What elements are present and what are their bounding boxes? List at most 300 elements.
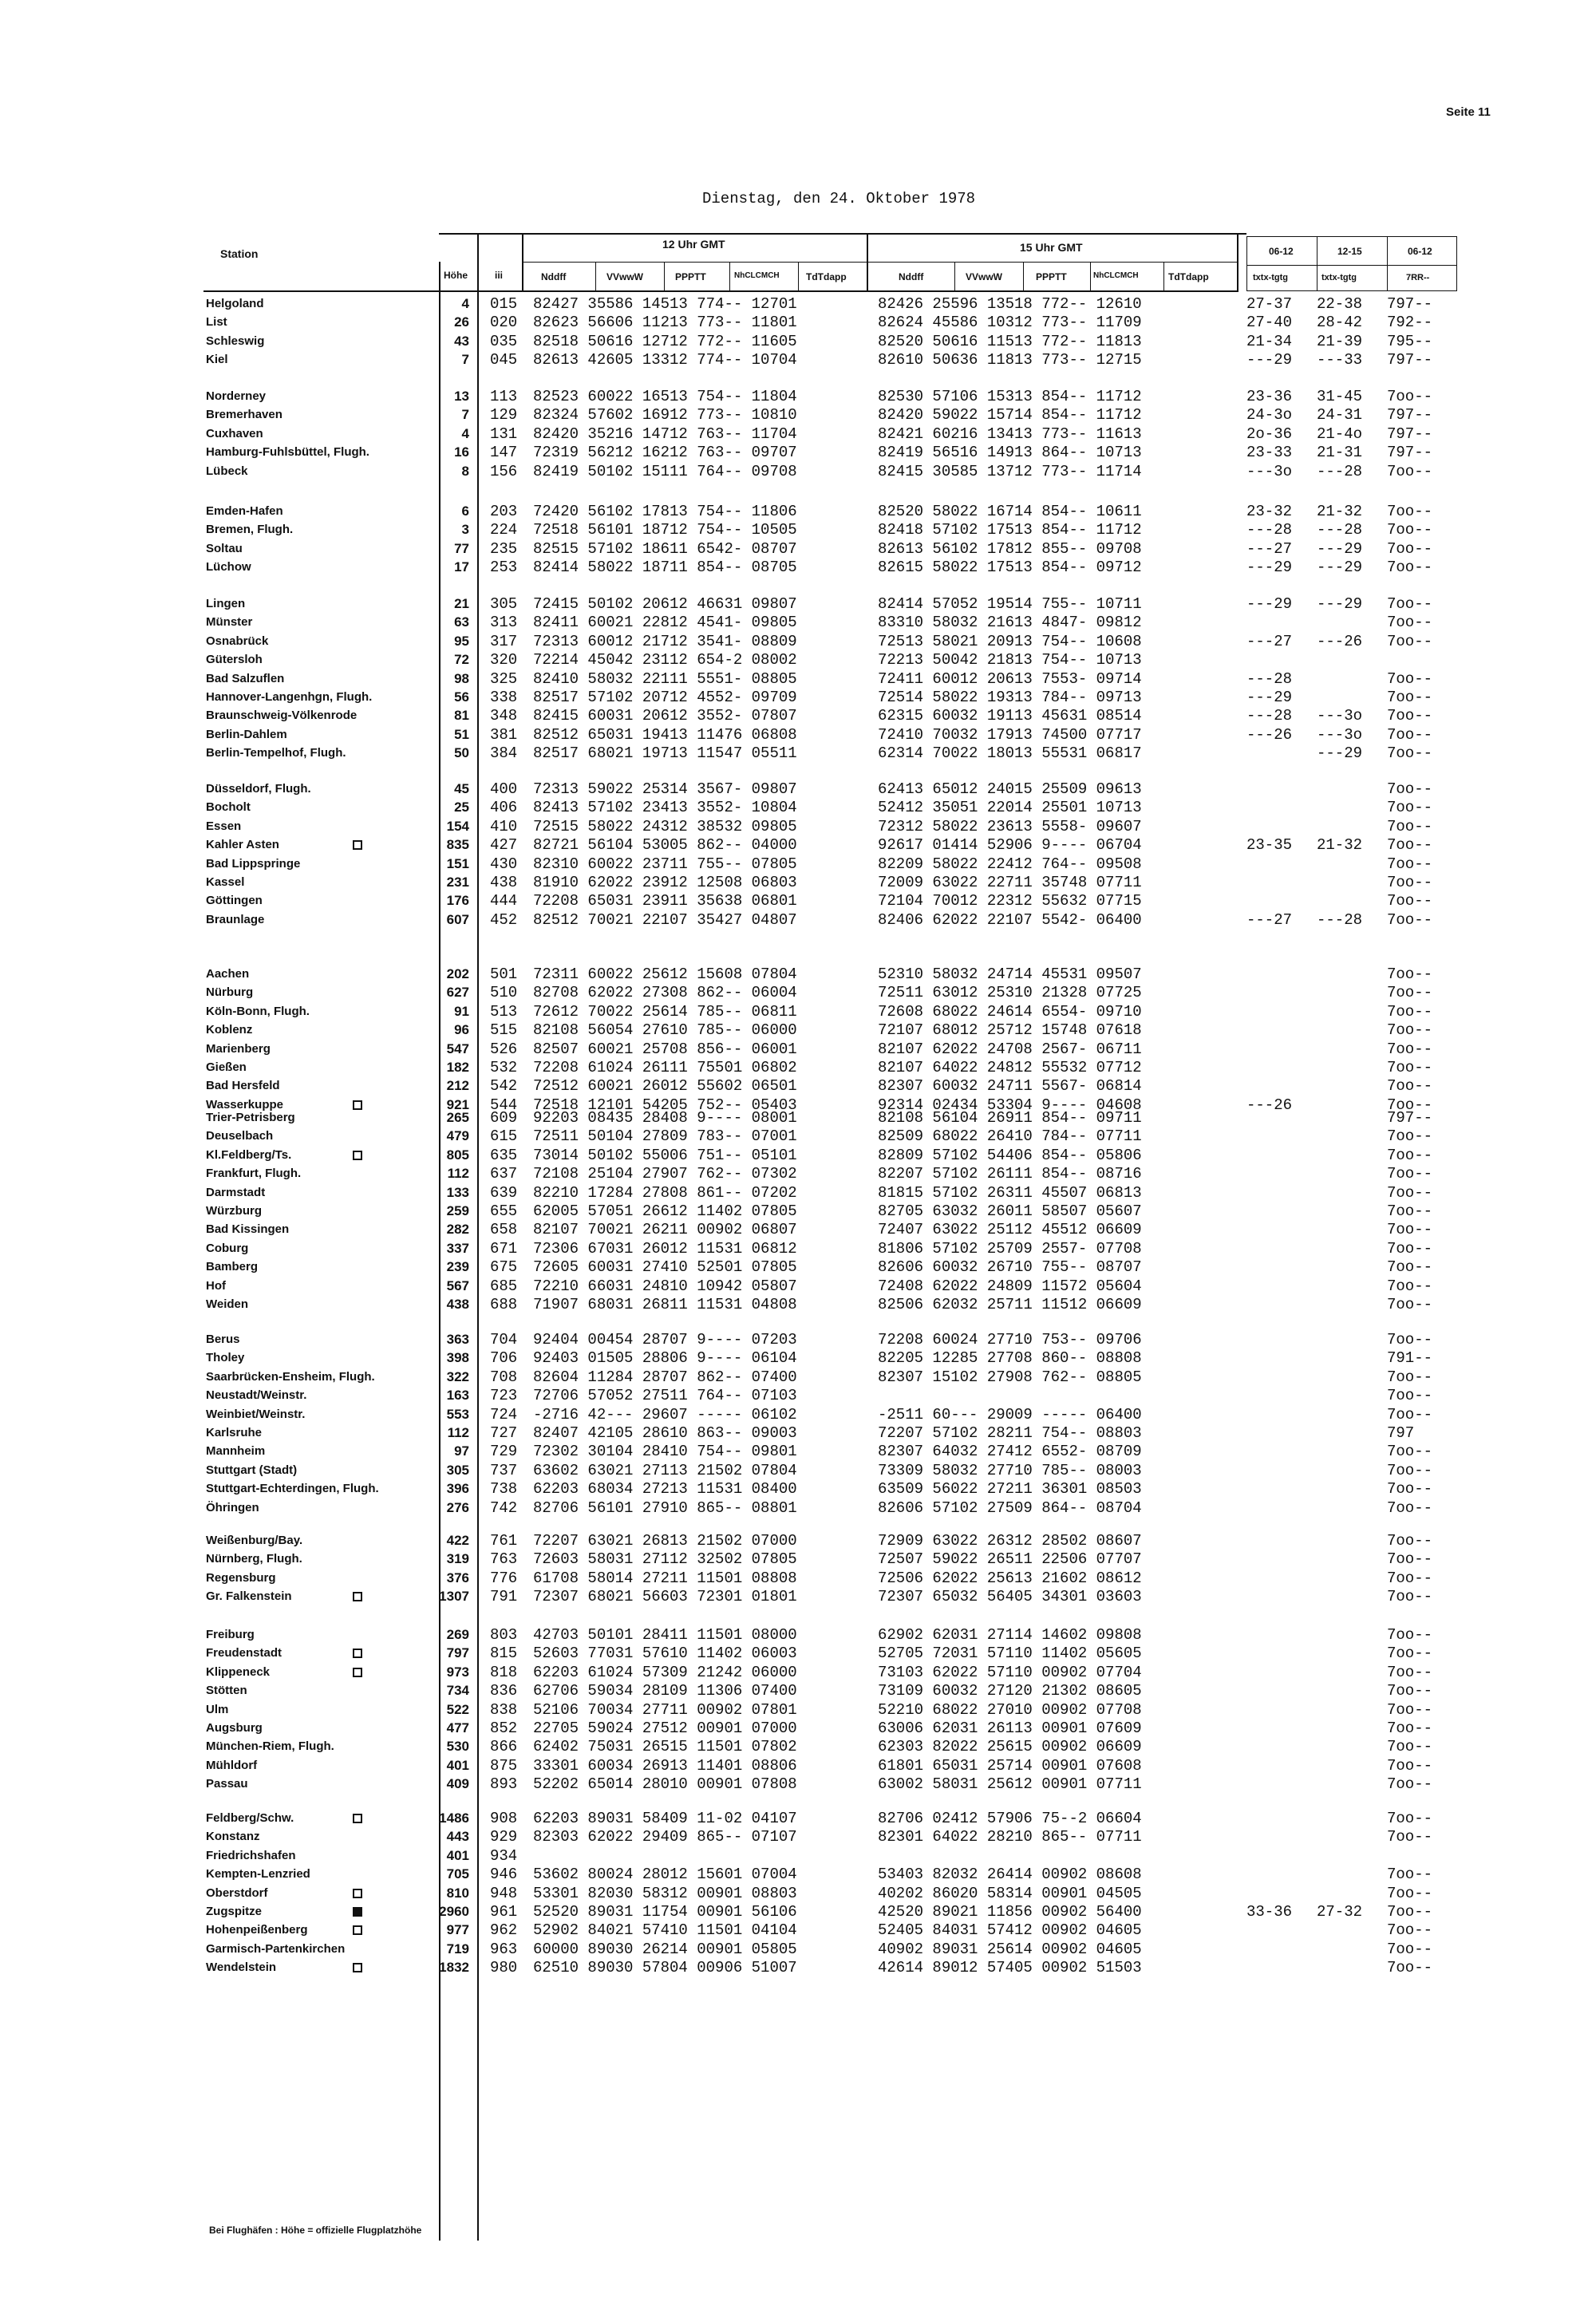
precip-06-12: 7oo-- [1387,1040,1433,1058]
tendency-06-12: 23-33 [1246,444,1293,461]
tendency-06-12: ---26 [1246,1096,1293,1114]
tendency-06-12: ---27 [1246,540,1293,558]
station-id: 020 [490,314,518,331]
station-elevation: 91 [454,1004,469,1019]
station-elevation: 398 [446,1350,469,1365]
tendency-12-15: 21-32 [1317,836,1363,854]
obs-15-utc: 82506 62032 25711 11512 06609 [878,1296,1142,1313]
station-name: Hannover-Langenhgn, Flugh. [206,690,373,704]
precip-06-12: 7oo-- [1387,1720,1433,1737]
tendency-06-12: ---28 [1246,707,1293,725]
tend-bottom-line [1246,290,1457,291]
obs-12-utc: 82414 58022 18711 854-- 08705 [533,559,797,576]
station-name: Stötten [206,1684,247,1697]
header-station: Station [220,247,259,260]
station-id: 615 [490,1127,518,1145]
obs-12-utc: 82324 57602 16912 773-- 10810 [533,406,797,424]
obs-12-utc: 72208 65031 23911 35638 06801 [533,892,797,910]
tendency-12-15: ---26 [1317,633,1363,650]
obs-15-utc: 72107 68012 25712 15748 07618 [878,1021,1142,1039]
precip-06-12: 7oo-- [1387,1701,1433,1719]
header-iii: iii [495,270,504,281]
station-id: 963 [490,1941,518,1958]
station-elevation: 112 [447,1166,469,1181]
obs-15-utc: 72411 60012 20613 7553- 09714 [878,670,1142,688]
obs-12-utc: 52902 84021 57410 11501 04104 [533,1921,797,1939]
station-elevation: 810 [446,1885,469,1901]
header-12-uhr: 12 Uhr GMT [662,238,725,251]
obs-15-utc: 82307 64032 27412 6552- 08709 [878,1443,1142,1460]
obs-12-utc: 62203 89031 58409 11-02 04107 [533,1810,797,1827]
station-name: Frankfurt, Flugh. [206,1167,302,1180]
station-elevation: 21 [454,596,469,611]
station-elevation: 96 [454,1022,469,1037]
station-id: 791 [490,1588,518,1605]
station-name: Tholey [206,1351,245,1364]
obs-12-utc: 72210 66031 24810 10942 05807 [533,1277,797,1295]
station-elevation: 567 [446,1278,469,1293]
station-name: Freiburg [206,1628,255,1641]
obs-15-utc: 61801 65031 25714 00901 07608 [878,1757,1142,1775]
station-name: Hohenpeißenberg [206,1923,445,1937]
station-name: Nürburg [206,985,254,999]
station-id: 635 [490,1147,518,1164]
station-id: 156 [490,463,518,480]
precip-06-12: 7oo-- [1387,1165,1433,1183]
station-elevation: 26 [454,314,469,330]
obs-15-utc: 81806 57102 25709 2557- 07708 [878,1240,1142,1258]
precip-06-12: 7oo-- [1387,1077,1433,1095]
station-name: Bremen, Flugh. [206,523,294,536]
obs-15-utc: 82426 25596 13518 772-- 12610 [878,295,1142,313]
station-elevation: 7 [461,407,469,422]
col-sep [1163,262,1164,292]
station-name: Aachen [206,967,250,981]
precip-06-12: 7oo-- [1387,1184,1433,1202]
station-name: Bocholt [206,800,251,814]
station-elevation: 547 [446,1041,469,1056]
station-id: 761 [490,1532,518,1550]
obs-15-utc: 62315 60032 19113 45631 08514 [878,707,1142,725]
obs-12-utc: 72214 45042 23112 654-2 08002 [533,651,797,669]
obs-12-utc: 82310 60022 23711 755-- 07805 [533,855,797,873]
station-name: München-Riem, Flugh. [206,1739,334,1753]
obs-15-utc: 73103 62022 57110 00902 07704 [878,1664,1142,1681]
obs-15-utc: 73109 60032 27120 21302 08605 [878,1682,1142,1700]
tendency-06-12: ---29 [1246,351,1293,369]
station-id: 980 [490,1959,518,1976]
precip-06-12: 7oo-- [1387,1757,1433,1775]
tendency-12-15: ---3o [1317,726,1363,744]
station-name: Regensburg [206,1571,276,1585]
station-name: Karlsruhe [206,1426,263,1439]
station-name: Würzburg [206,1204,262,1218]
station-name: Coburg [206,1242,249,1255]
station-elevation: 182 [446,1060,469,1075]
station-id: 131 [490,425,518,443]
precip-06-12: 7oo-- [1387,1480,1433,1498]
station-name: Neustadt/Weinstr. [206,1388,307,1402]
station-elevation: 401 [446,1758,469,1773]
precip-06-12: 7oo-- [1387,1941,1433,1958]
station-name: Weinbiet/Weinstr. [206,1408,306,1421]
obs-12-utc: 62203 61024 57309 21242 06000 [533,1664,797,1681]
station-name: Berlin-Dahlem [206,728,287,741]
station-id: 929 [490,1828,518,1846]
station-id: 934 [490,1847,518,1865]
station-elevation: 7 [461,352,469,367]
precip-06-12: 7oo-- [1387,540,1433,558]
open-square-marker-icon [353,1925,362,1935]
precip-06-12: 7oo-- [1387,521,1433,539]
precip-06-12: 797-- [1387,425,1433,443]
tendency-12-15: ---3o [1317,707,1363,725]
obs-12-utc: 72415 50102 20612 46631 09807 [533,595,797,613]
obs-12-utc: 72311 60022 25612 15608 07804 [533,965,797,983]
precip-06-12: 7oo-- [1387,1406,1433,1423]
station-elevation: 438 [446,1297,469,1312]
station-name: Mannheim [206,1444,266,1458]
station-name: Gütersloh [206,653,263,666]
station-id: 515 [490,1021,518,1039]
obs-15-utc: 82107 62022 24708 2567- 06711 [878,1040,1142,1058]
obs-12-utc: 82721 56104 53005 862-- 04000 [533,836,797,854]
station-elevation: 530 [446,1739,469,1754]
precip-06-12: 7oo-- [1387,1645,1433,1662]
station-name: Cuxhaven [206,427,263,440]
obs-12-utc: 82107 70021 26211 00902 06807 [533,1221,797,1238]
tendency-06-12: 23-36 [1246,388,1293,405]
station-name: Braunschweig-Völkenrode [206,709,358,722]
station-elevation: 409 [446,1776,469,1791]
tendency-12-15: 27-32 [1317,1903,1363,1921]
col-sep [1023,262,1024,292]
obs-15-utc: 82613 56102 17812 855-- 09708 [878,540,1142,558]
open-square-marker-icon [353,840,362,850]
obs-12-utc: 82507 60021 25708 856-- 06001 [533,1040,797,1058]
tendency-06-12: 27-40 [1246,314,1293,331]
station-id: 317 [490,633,518,650]
station-name: Kl.Feldberg/Ts. [206,1148,445,1163]
precip-06-12: 797-- [1387,295,1433,313]
precip-06-12: 791-- [1387,1349,1433,1367]
station-name: Göttingen [206,894,263,907]
station-id: 866 [490,1738,518,1755]
precip-06-12: 7oo-- [1387,1532,1433,1550]
station-elevation: 4 [461,296,469,311]
header-hoehe: Höhe [444,270,468,281]
obs-15-utc: 82301 64022 28210 865-- 07711 [878,1828,1142,1846]
station-name: Essen [206,819,242,833]
station-elevation: 72 [454,652,469,667]
obs-15-utc: 82307 15102 27908 762-- 08805 [878,1368,1142,1386]
report-date: Dienstag, den 24. Oktober 1978 [702,190,976,207]
col-sep [798,262,799,292]
station-id: 129 [490,406,518,424]
header-15-uhr: 15 Uhr GMT [1020,241,1083,254]
obs-12-utc: 33301 60034 26913 11401 08806 [533,1757,797,1775]
tendency-06-12: 23-35 [1246,836,1293,854]
station-id: 803 [490,1626,518,1644]
station-elevation: 479 [446,1128,469,1143]
obs-12-utc: 53602 80024 28012 15601 07004 [533,1866,797,1883]
station-name: Klippeneck [206,1665,445,1680]
station-elevation: 977 [446,1922,469,1937]
obs-12-utc: 72319 56212 16212 763-- 09707 [533,444,797,461]
station-elevation: 1486 [439,1810,469,1826]
open-square-marker-icon [353,1100,362,1110]
station-elevation: 319 [446,1551,469,1566]
precip-06-12: 795-- [1387,333,1433,350]
header-15-col-3: PPPTT [1036,271,1067,282]
precip-06-12: 7oo-- [1387,1296,1433,1313]
station-id: 688 [490,1296,518,1313]
precip-06-12: 7oo-- [1387,1202,1433,1220]
obs-12-utc: 62402 75031 26515 11501 07802 [533,1738,797,1755]
station-id: 338 [490,689,518,706]
tendency-12-15: ---29 [1317,744,1363,762]
obs-15-utc: 72909 63022 26312 28502 08607 [878,1532,1142,1550]
precip-06-12: 7oo-- [1387,726,1433,744]
tendency-06-12: 23-32 [1246,503,1293,520]
open-square-marker-icon [353,1963,362,1972]
obs-15-utc: 62314 70022 18013 55531 06817 [878,744,1142,762]
precip-06-12: 7oo-- [1387,595,1433,613]
station-id: 544 [490,1096,518,1114]
tendency-12-15: 21-4o [1317,425,1363,443]
station-name: Koblenz [206,1023,253,1037]
station-elevation: 50 [454,745,469,760]
obs-15-utc: 62902 62031 27114 14602 09808 [878,1626,1142,1644]
precip-06-12: 7oo-- [1387,1570,1433,1587]
obs-15-utc: 82419 56516 14913 864-- 10713 [878,444,1142,461]
station-id: 706 [490,1349,518,1367]
tendency-06-12: ---28 [1246,670,1293,688]
station-name: Bad Lippspringe [206,857,301,871]
obs-12-utc: 82411 60021 22812 4541- 09805 [533,614,797,631]
precip-06-12: 7oo-- [1387,1147,1433,1164]
station-elevation: 231 [446,875,469,890]
obs-12-utc: 72313 59022 25314 3567- 09807 [533,780,797,798]
col-sep [595,262,596,292]
station-elevation: 443 [446,1829,469,1844]
tend-sep [1387,236,1388,290]
station-name: Kassel [206,875,245,889]
station-name: Nürnberg, Flugh. [206,1552,302,1566]
station-elevation: 1307 [439,1589,469,1604]
station-id: 147 [490,444,518,461]
obs-12-utc: 72612 70022 25614 785-- 06811 [533,1003,797,1021]
tendency-12-15: ---29 [1317,559,1363,576]
station-id: 724 [490,1406,518,1423]
precip-06-12: 7oo-- [1387,614,1433,631]
obs-12-utc: 82518 50616 12712 772-- 11605 [533,333,797,350]
station-elevation: 973 [446,1664,469,1680]
obs-12-utc: 72518 56101 18712 754-- 10505 [533,521,797,539]
station-name: Konstanz [206,1830,260,1843]
obs-12-utc: 72307 68021 56603 72301 01801 [533,1588,797,1605]
station-elevation: 154 [446,819,469,834]
station-id: 045 [490,351,518,369]
station-id: 708 [490,1368,518,1386]
obs-12-utc: 60000 89030 26214 00901 05805 [533,1941,797,1958]
precip-06-12: 7oo-- [1387,1738,1433,1755]
col-sep [954,262,955,292]
tendency-12-15: 21-31 [1317,444,1363,461]
tendency-12-15: ---29 [1317,540,1363,558]
obs-15-utc: 52405 84031 57412 00902 04605 [878,1921,1142,1939]
open-square-marker-icon [353,1592,362,1601]
station-elevation: 133 [446,1185,469,1200]
header-15-col-4: NhCLCMCH [1093,271,1139,280]
obs-15-utc: 73309 58032 27710 785-- 08003 [878,1462,1142,1479]
precip-06-12: 797-- [1387,1109,1433,1127]
station-id: 893 [490,1775,518,1793]
precip-06-12: 7oo-- [1387,874,1433,891]
obs-12-utc: 82512 65031 19413 11476 06808 [533,726,797,744]
precip-06-12: 7oo-- [1387,1664,1433,1681]
obs-12-utc: 82708 62022 27308 862-- 06004 [533,984,797,1001]
obs-15-utc: 72312 58022 23613 5558- 09607 [878,818,1142,835]
station-elevation: 51 [454,727,469,742]
station-elevation: 734 [446,1683,469,1698]
station-id: 542 [490,1077,518,1095]
tendency-06-12: ---3o [1246,463,1293,480]
obs-15-utc: 81815 57102 26311 45507 06813 [878,1184,1142,1202]
station-elevation: 2960 [439,1904,469,1919]
precip-06-12: 7oo-- [1387,1240,1433,1258]
station-id: 410 [490,818,518,835]
station-name: Wasserkuppe [206,1098,445,1112]
obs-15-utc: 72307 65032 56405 34301 03603 [878,1588,1142,1605]
obs-12-utc: 62203 68034 27213 11531 08400 [533,1480,797,1498]
station-name: Stuttgart (Stadt) [206,1463,298,1477]
station-name: Berus [206,1333,240,1346]
station-elevation: 97 [454,1443,469,1459]
obs-12-utc: 72603 58031 27112 32502 07805 [533,1550,797,1568]
station-id: 948 [490,1885,518,1902]
station-name: Bamberg [206,1260,259,1273]
header-bottom-line [203,290,1238,292]
obs-15-utc: 72213 50042 21813 754-- 10713 [878,651,1142,669]
obs-12-utc: 82604 11284 28707 862-- 07400 [533,1368,797,1386]
obs-12-utc: 72515 58022 24312 38532 09805 [533,818,797,835]
precip-06-12: 7oo-- [1387,707,1433,725]
tend-connector [1238,233,1246,235]
page-number: Seite 11 [1446,105,1491,119]
obs-15-utc: 42520 89021 11856 00902 56400 [878,1903,1142,1921]
station-elevation: 276 [446,1500,469,1515]
obs-15-utc: 82705 63032 26011 58507 05607 [878,1202,1142,1220]
station-name: Zugspitze [206,1905,445,1919]
station-elevation: 401 [446,1848,469,1863]
station-id: 818 [490,1664,518,1681]
precip-06-12: 7oo-- [1387,1588,1433,1605]
station-id: 526 [490,1040,518,1058]
footnote: Bei Flughäfen : Höhe = offizielle Flugplatzhöhe [209,2225,422,2236]
tendency-06-12: ---27 [1246,911,1293,929]
precip-06-12: 7oo-- [1387,1368,1433,1386]
station-name: Marienberg [206,1042,271,1056]
tendency-06-12: ---28 [1246,521,1293,539]
station-elevation: 63 [454,614,469,630]
obs-15-utc: 72513 58021 20913 754-- 10608 [878,633,1142,650]
station-name: Emden-Hafen [206,504,283,518]
obs-15-utc: 82610 50636 11813 773-- 12715 [878,351,1142,369]
tend-mid-line [1246,265,1457,266]
station-id: 908 [490,1810,518,1827]
obs-12-utc: 62706 59034 28109 11306 07400 [533,1682,797,1700]
obs-15-utc: 72514 58022 19313 784-- 09713 [878,689,1142,706]
obs-12-utc: 72208 61024 26111 75501 06802 [533,1059,797,1076]
precip-06-12: 7oo-- [1387,1959,1433,1976]
obs-15-utc: 72009 63022 22711 35748 07711 [878,874,1142,891]
obs-15-utc: 72207 57102 28211 754-- 08803 [878,1424,1142,1442]
obs-15-utc: 82418 57102 17513 854-- 11712 [878,521,1142,539]
tend-title-1: 06-12 [1269,246,1294,257]
station-elevation: 239 [446,1259,469,1274]
open-square-marker-icon [353,1668,362,1677]
station-elevation: 607 [446,912,469,927]
station-elevation: 77 [454,541,469,556]
tendency-12-15: ---28 [1317,521,1363,539]
tendency-12-15: 28-42 [1317,314,1363,331]
precip-06-12: 7oo-- [1387,780,1433,798]
precip-06-12: 7oo-- [1387,1885,1433,1902]
obs-12-utc: 53301 82030 58312 00901 08803 [533,1885,797,1902]
station-id: 532 [490,1059,518,1076]
tend-sub-2: txtx-tgtg [1321,273,1357,282]
station-id: 444 [490,892,518,910]
station-name: Braunlage [206,913,265,926]
station-id: 946 [490,1866,518,1883]
obs-15-utc: 82706 02412 57906 75--2 06604 [878,1810,1142,1827]
precip-06-12: 797-- [1387,351,1433,369]
station-name: Hamburg-Fuhlsbüttel, Flugh. [206,445,369,459]
station-name: Hof [206,1279,226,1293]
station-elevation: 95 [454,634,469,649]
precip-06-12: 797-- [1387,406,1433,424]
obs-15-utc: 92314 02434 53304 9---- 04608 [878,1096,1142,1114]
precip-06-12: 7oo-- [1387,689,1433,706]
obs-15-utc: 82421 60216 13413 773-- 11613 [878,425,1142,443]
station-id: 113 [490,388,518,405]
precip-06-12: 7oo-- [1387,1096,1433,1114]
obs-12-utc: 82410 58032 22111 5551- 08805 [533,670,797,688]
obs-12-utc: 72518 12101 54205 752-- 05403 [533,1096,797,1114]
station-name: Bad Kissingen [206,1222,290,1236]
tendency-06-12: 33-36 [1246,1903,1293,1921]
obs-12-utc: 72511 50104 27809 783-- 07001 [533,1127,797,1145]
obs-15-utc: 72507 59022 26511 22506 07707 [878,1550,1142,1568]
precip-06-12: 7oo-- [1387,463,1433,480]
header-12-col-4: NhCLCMCH [734,271,780,280]
station-id: 685 [490,1277,518,1295]
station-name: Freudenstadt [206,1646,445,1660]
open-square-marker-icon [353,1889,362,1898]
obs-15-utc: 62413 65012 24015 25509 09613 [878,780,1142,798]
obs-15-utc: 82606 57102 27509 864-- 08704 [878,1499,1142,1517]
header-15-col-5: TdTdapp [1168,271,1209,282]
obs-12-utc: 52520 89031 11754 00901 56106 [533,1903,797,1921]
obs-15-utc: 92617 01414 52906 9---- 06704 [878,836,1142,854]
station-name: Kempten-Lenzried [206,1867,310,1881]
divider-hoehe [477,233,479,2241]
station-name: Münster [206,615,253,629]
station-id: 637 [490,1165,518,1183]
obs-12-utc: 82706 56101 27910 865-- 08801 [533,1499,797,1517]
station-elevation: 477 [446,1720,469,1735]
